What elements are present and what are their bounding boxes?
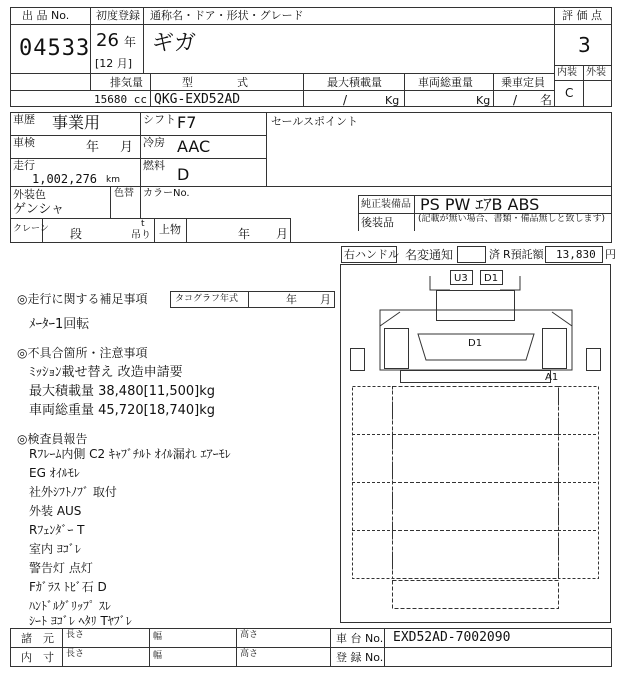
lift-label: 上物 bbox=[159, 223, 181, 236]
mileage-unit: km bbox=[106, 175, 120, 185]
crane-label: クレーン bbox=[13, 224, 49, 234]
load-slash: / bbox=[343, 93, 348, 107]
inspector-line: Rﾌﾚｰﾑ内側 C2 ｷｬﾌﾞﾁﾙﾄ ｵｲﾙ漏れ ｴｱｰﾓﾚ bbox=[29, 447, 231, 461]
height-label: 高さ bbox=[240, 630, 259, 640]
inspector-line: Rﾌｪﾝﾀﾞｰ T bbox=[29, 523, 85, 537]
interior-label: 内装 bbox=[557, 67, 577, 78]
history-label: 車歴 bbox=[13, 113, 35, 126]
recycle-amount: 13,830 bbox=[556, 248, 596, 261]
inspector-line: 室内 ﾖｺﾞﾚ bbox=[29, 542, 81, 556]
car-name: ギガ bbox=[152, 31, 197, 56]
ac-value: AAC bbox=[177, 137, 211, 156]
score-label: 評 価 点 bbox=[562, 9, 602, 22]
capacity-slash: / bbox=[513, 93, 518, 107]
crane-ton: t bbox=[141, 219, 145, 229]
damage-code-u3: U3 bbox=[454, 273, 468, 284]
cab-roof bbox=[437, 291, 515, 321]
model-code: QKG-EXD52AD bbox=[154, 92, 241, 107]
equipment-label: 純正装備品 bbox=[361, 199, 411, 210]
name-label: 通称名・ドア・形状・グレード bbox=[150, 9, 304, 22]
length-label: 長さ bbox=[66, 649, 85, 659]
height-label: 高さ bbox=[240, 649, 259, 659]
ac-label: 冷房 bbox=[143, 136, 165, 149]
gross-weight-label: 車両総重量 bbox=[418, 76, 473, 89]
damage-code-a1: A1 bbox=[545, 372, 559, 383]
shift-value: F7 bbox=[177, 113, 197, 132]
displacement-label: 排気量 bbox=[110, 76, 143, 89]
registration-label: 登 録 No. bbox=[336, 651, 384, 664]
lift-month: 月 bbox=[276, 227, 289, 241]
exterior-label: 外装 bbox=[586, 67, 606, 78]
width-label: 幅 bbox=[153, 651, 163, 661]
color-code-label: カラーNo. bbox=[143, 188, 190, 199]
history-value: 事業用 bbox=[52, 113, 101, 132]
color-change-label: 色替 bbox=[114, 188, 134, 199]
load-unit: Kg bbox=[385, 94, 400, 107]
meter-note: ﾒｰﾀｰ1回転 bbox=[29, 317, 90, 332]
crane-hang: 吊り bbox=[131, 230, 151, 241]
inspector-line: Fｶﾞﾗｽ ﾄﾋﾞ石 D bbox=[29, 580, 107, 594]
mirror-stays bbox=[430, 276, 520, 290]
reg-year: 26 bbox=[96, 30, 119, 51]
fuel-label: 燃料 bbox=[143, 159, 165, 172]
left-mirror bbox=[351, 349, 365, 371]
recycle-label: R預託額 bbox=[503, 248, 544, 261]
right-cab-door bbox=[543, 329, 567, 369]
inspector-line: 警告灯 点灯 bbox=[29, 561, 93, 575]
rear-gate bbox=[393, 581, 559, 609]
model-label: 型 式 bbox=[182, 76, 248, 89]
left-cab-door bbox=[385, 329, 409, 369]
tachograph-year: 年 bbox=[286, 293, 297, 306]
length-label: 長さ bbox=[66, 630, 85, 640]
inspection-year: 年 bbox=[86, 140, 100, 155]
right-mirror bbox=[587, 349, 601, 371]
score: 3 bbox=[578, 33, 591, 57]
capacity-unit: 名 bbox=[540, 93, 553, 107]
recycle-unit: 円 bbox=[605, 248, 616, 261]
right-hand-drive: 右ハンドル bbox=[344, 248, 399, 261]
truck-diagram bbox=[340, 262, 612, 626]
capacity-label: 乗車定員 bbox=[501, 76, 545, 89]
inspector-line: 外装 AUS bbox=[29, 504, 82, 518]
interior-grade: C bbox=[565, 86, 574, 100]
reg-year-unit: 年 bbox=[124, 35, 137, 49]
lot-no: 04533 bbox=[19, 36, 91, 61]
chassis-no: EXD52AD-7002090 bbox=[393, 630, 511, 645]
name-change-label: 名変通知 bbox=[405, 248, 454, 262]
defect-title: ◎不具合箇所・注意事項 bbox=[17, 346, 148, 360]
name-change-stamp: 済 bbox=[489, 248, 500, 261]
defect-line: 車両総重量 45,720[18,740]kg bbox=[29, 403, 216, 418]
width-label: 幅 bbox=[153, 632, 163, 642]
color-value: ゲンシャ bbox=[13, 202, 65, 217]
gross-unit: Kg bbox=[476, 94, 491, 107]
color-label: 外装色 bbox=[13, 188, 46, 201]
inspector-title: ◎検査員報告 bbox=[17, 432, 88, 446]
front-bumper bbox=[401, 371, 551, 383]
inspection-month: 月 bbox=[120, 140, 134, 155]
dims-label: 諸 元 bbox=[21, 632, 54, 645]
damage-code-d1-windshield: D1 bbox=[468, 338, 483, 349]
equipment-value: PS PW ｴｱB ABS bbox=[420, 195, 540, 214]
tachograph-label: タコグラフ年式 bbox=[175, 294, 239, 304]
fuel-value: D bbox=[177, 165, 190, 184]
interior-dims-label: 内 寸 bbox=[21, 651, 54, 664]
inspection-label: 車検 bbox=[13, 136, 35, 149]
sales-point-label: セールスポイント bbox=[271, 115, 359, 128]
lift-year: 年 bbox=[238, 227, 251, 241]
damage-code-d1-roof: D1 bbox=[484, 273, 499, 284]
aftermarket-note: (記載が無い場合、書類・備品無しと致します) bbox=[418, 214, 606, 224]
tachograph-month: 月 bbox=[320, 293, 331, 306]
inspector-line: 社外ｼﾌﾄﾉﾌﾞ 取付 bbox=[29, 485, 117, 499]
diagram-frame bbox=[341, 265, 611, 623]
mileage-value: 1,002,276 bbox=[32, 172, 98, 186]
reg-month: [12 月] bbox=[95, 57, 133, 70]
mileage-label: 走行 bbox=[13, 159, 35, 172]
first-reg-label: 初度登録 bbox=[96, 9, 140, 22]
max-load-label: 最大積載量 bbox=[327, 76, 382, 89]
lot-no-label: 出 品 No. bbox=[22, 9, 70, 22]
displacement: 15680 cc bbox=[94, 93, 147, 106]
defect-line: ﾐｯｼｮﾝ載せ替え 改造申請要 bbox=[29, 365, 183, 380]
chassis-label: 車 台 No. bbox=[336, 632, 384, 645]
shift-label: シフト bbox=[143, 113, 176, 126]
defect-line: 最大積載量 38,480[11,500]kg bbox=[29, 384, 216, 399]
inspector-line: ｼｰﾄ ﾖｺﾞﾚ ﾍﾀﾘ Tﾔﾌﾞﾚ bbox=[29, 614, 132, 628]
inspector-line: EG ｵｲﾙﾓﾚ bbox=[29, 466, 80, 480]
supplement-title: ◎走行に関する補足事項 bbox=[17, 292, 148, 306]
crane-stage: 段 bbox=[70, 227, 83, 241]
inspector-line: ﾊﾝﾄﾞﾙｸﾞﾘｯﾌﾟ ｽﾚ bbox=[29, 599, 111, 613]
aftermarket-label: 後装品 bbox=[361, 216, 394, 229]
